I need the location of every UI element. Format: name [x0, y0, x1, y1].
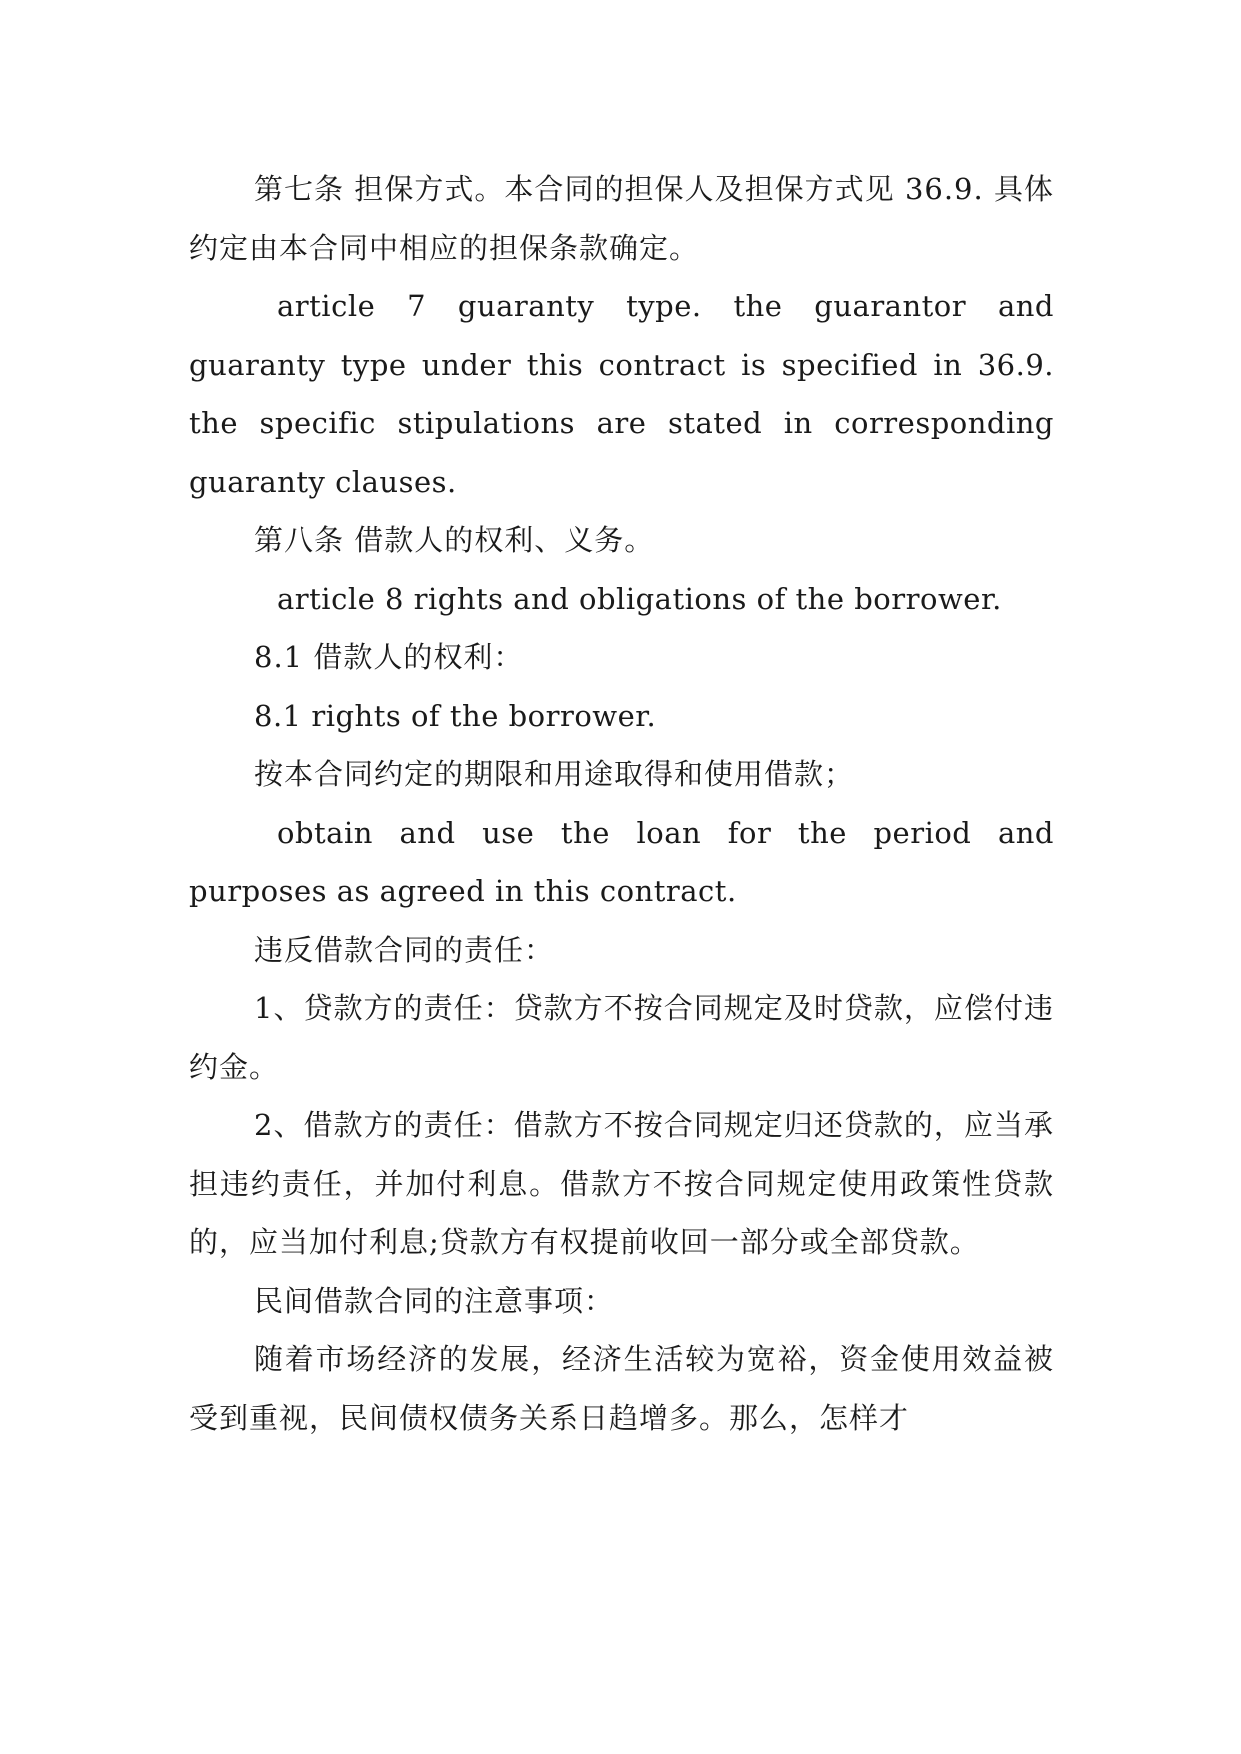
private-loan-notes-heading: 民间借款合同的注意事项：	[254, 1283, 615, 1318]
loan-use-zh: 按本合同约定的期限和用途取得和使用借款；	[254, 757, 855, 791]
document-body	[189, 160, 1054, 1447]
article-8-zh: 第八条 借款人的权利、义务。	[254, 523, 655, 557]
section-8-1-zh: 8.1 借款人的权利：	[254, 640, 524, 674]
lender-liability: 1、贷款方的责任：贷款方不按合同规定及时贷款，应偿付违约金。	[189, 991, 1054, 1084]
section-8-1-en: 8.1 rights of the borrower.	[254, 698, 657, 733]
loan-use-en: obtain and use the loan for the period and purposes as agreed in this contract.	[189, 815, 1054, 908]
article-7-en: article 7 guaranty type. the guarantor and guaranty type under this contract is specified in 36.9. the specific stipulations are stated in corresponding guaranty clauses.	[189, 289, 1054, 499]
article-7-zh: 第七条 担保方式。本合同的担保人及担保方式见 36.9. 具体约定由本合同中相应的担保条款确定。	[189, 172, 1054, 265]
article-8-en: article 8 rights and obligations of the borrower.	[277, 581, 1002, 616]
breach-heading: 违反借款合同的责任：	[254, 932, 555, 967]
borrower-liability: 2、借款方的责任：借款方不按合同规定归还贷款的，应当承担违约责任，并加付利息。借款方不按合同规定使用政策性贷款的，应当加付利息;贷款方有权提前收回一部分或全部贷款。	[189, 1108, 1054, 1259]
private-loan-notes-body: 随着市场经济的发展，经济生活较为宽裕，资金使用效益被受到重视，民间债权债务关系日趋增多。那么，怎样才	[189, 1342, 1054, 1435]
